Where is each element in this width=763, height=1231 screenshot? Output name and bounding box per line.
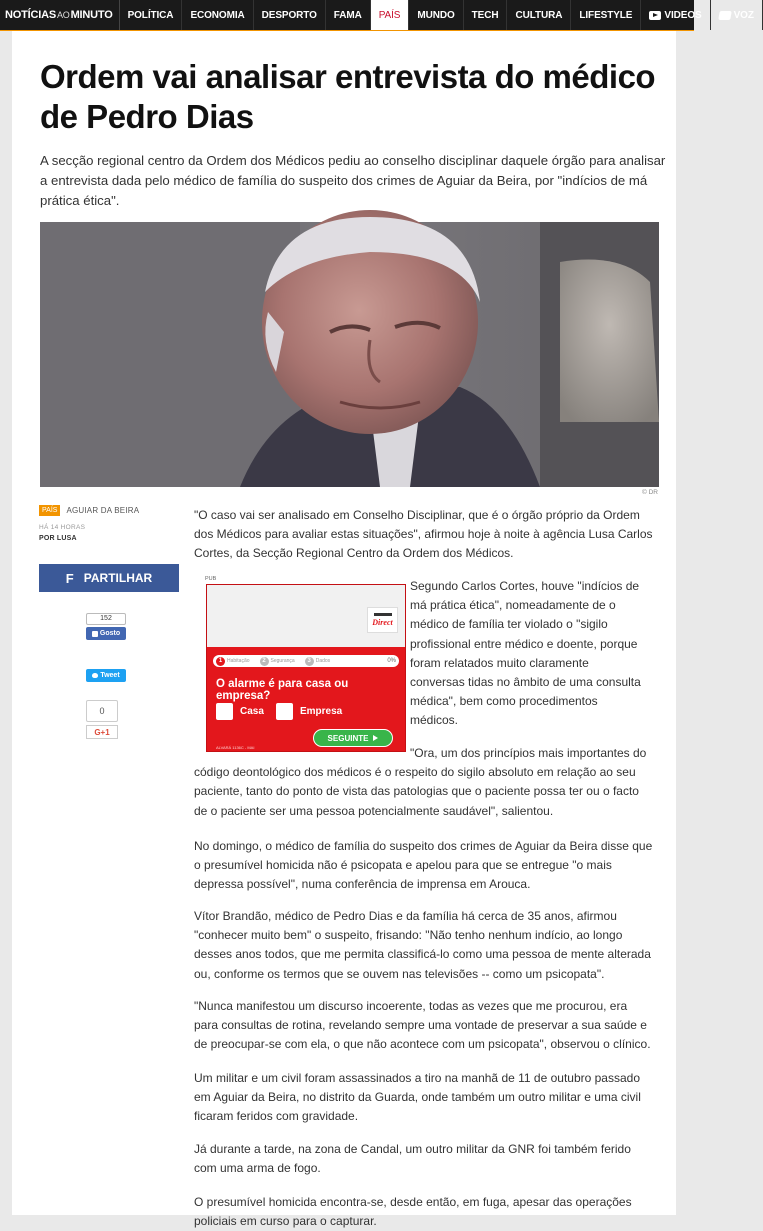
page-gutter [678, 31, 694, 1215]
ad-option-label: Empresa [300, 706, 343, 717]
google-plus-count: 0 [86, 700, 118, 722]
body-paragraph-4: No domingo, o médico de família do suspeito dos crimes de Aguiar da Beira disse que o presumível homicida não é psicopata e apelou para que se entregue "o mais depressa possível", numa conferência de imprensa em Arouca. [194, 839, 653, 892]
thumbs-up-icon [92, 631, 98, 637]
brand-logo-bar [374, 613, 392, 616]
logo-text-ao: AO [56, 10, 70, 20]
ad-step-label: Habitação [227, 658, 250, 664]
ad-footnote: ALVARÁ 1136C - MAI [216, 745, 255, 750]
google-plus-button[interactable]: G+1 [86, 725, 118, 739]
tweet-button[interactable] [86, 669, 126, 682]
article-photo [40, 222, 659, 487]
chat-bubble-icon [718, 11, 732, 20]
facebook-share-button[interactable] [39, 564, 179, 592]
ad-step-3 [305, 657, 330, 666]
like-button-label: Gosto [99, 630, 121, 637]
article-panel [12, 31, 676, 1229]
body-paragraph-2: Segundo Carlos Cortes, houve "indícios de má prática ética", nomeadamente de o médico de família ter violado o "sigilo profissional entre médico e doente, porque foram relatados muito claramente conversas tidas no âmbito de uma consulta médica", bem como procedimentos médicos. [410, 579, 641, 728]
checkbox-icon[interactable] [216, 703, 233, 720]
ad-label: PUB [205, 576, 217, 582]
nav-item-cultura[interactable]: CULTURA [507, 0, 571, 30]
arrow-right-icon [373, 735, 378, 741]
nav-item-tech[interactable]: TECH [464, 0, 508, 30]
ad-progress-percent: 0% [387, 658, 396, 664]
body-paragraph-7: Um militar e um civil foram assassinados a tiro na manhã de 11 de outubro passado em Aguiar da Beira, no distrito da Guarda, onde também um outro militar e uma civil ficaram feridos com gravidade. [194, 1071, 641, 1124]
nav-item-voz[interactable] [711, 0, 763, 30]
nav-item-economia[interactable]: ECONOMIA [182, 0, 253, 30]
facebook-icon: F [65, 570, 74, 586]
logo-text-noticias: NOTÍCIAS [5, 9, 56, 21]
tweet-button-label: Tweet [100, 672, 120, 679]
nav-item-voz-label: VOZ [733, 9, 754, 21]
article-section [39, 505, 139, 516]
ad-next-label: SEGUINTE [327, 733, 369, 743]
ad-option-empresa[interactable] [276, 703, 342, 720]
nav-item-pais[interactable]: PAÍS [371, 0, 410, 30]
advertisement[interactable] [206, 584, 406, 752]
ad-step-label: Dados [315, 658, 331, 664]
ad-step-1 [216, 657, 250, 666]
ad-header [207, 585, 405, 647]
tag-link[interactable]: AGUIAR DA BEIRA [66, 506, 140, 515]
ad-brand-name: Direct [372, 618, 393, 627]
ad-option-label: Casa [240, 706, 264, 717]
article-headline: Ordem vai analisar entrevista do médico de Pedro Dias [40, 58, 656, 135]
article-time: HÁ 14 HORAS [39, 524, 86, 531]
ad-option-casa[interactable] [216, 703, 264, 720]
nav-item-politica[interactable]: POLÍTICA [120, 0, 183, 30]
site-logo[interactable] [0, 0, 120, 30]
checkbox-icon[interactable] [276, 703, 293, 720]
nav-item-mundo[interactable]: MUNDO [409, 0, 463, 30]
nav-item-desporto[interactable]: DESPORTO [254, 0, 326, 30]
ad-step-label: Segurança [270, 658, 295, 664]
ad-progress [213, 655, 399, 667]
body-paragraph-6: "Nunca manifestou um discurso incoerente, todas as vezes que me procurou, era para consultas de rotina, revelando sempre uma vontade de preservar a sua saúde e de preocupar-se com ela, o que não acontece com um psicopata", observou o clínico. [194, 999, 651, 1052]
body-paragraph-8: Já durante a tarde, na zona de Candal, um outro militar da GNR foi também ferido com uma arma de fogo. [194, 1142, 631, 1176]
body-paragraph-1: "O caso vai ser analisado em Conselho Disciplinar, que é o órgão próprio da Ordem dos Médicos para avaliar estas situações", afirmou hoje à noite à agência Lusa Carlos Cortes, da Secção Regional Centro da Ordem dos Médicos. [194, 508, 653, 561]
body-paragraph-5: Vítor Brandão, médico de Pedro Dias e da família há cerca de 35 anos, afirmou "conhecer muito bem" o suspeito, frisando: "Não tenho nenhum indício, ao longo desses anos todos, que me permita classificá-lo como uma pessoa de mente alterada ou, conforme os termos que se ouvem nas televisões -- como um psicopata". [194, 909, 651, 981]
top-navigation [0, 0, 754, 30]
nav-item-lifestyle[interactable]: LIFESTYLE [571, 0, 641, 30]
section-badge[interactable]: PAÍS [39, 505, 60, 516]
ad-brand-logo [367, 607, 398, 633]
body-paragraph-3: "Ora, um dos princípios mais importantes do código deontológico dos médicos é o respeito do sigilo absoluto em relação ao seu paciente, tanto do ponto de vista das patologias que o paciente possa ter ou o facto de o paciente ser uma pessoa potencialmente saudável", salientou. [194, 746, 647, 818]
step-dot-icon: 2 [260, 657, 269, 666]
article-lead: A secção regional centro da Ordem dos Médicos pediu ao conselho disciplinar daquele órgão para analisar a entrevista dada pelo médico de família do suspeito dos crimes de Aguiar da Beira, por "indícios de má prática ética". [40, 153, 666, 208]
article-author: POR LUSA [39, 535, 77, 542]
twitter-bird-icon [92, 673, 98, 678]
nav-item-videos[interactable] [641, 0, 710, 30]
share-button-label: PARTILHAR [83, 571, 153, 585]
nav-item-videos-label: VIDEOS [664, 9, 702, 21]
like-count: 152 [86, 613, 126, 625]
ad-step-2 [260, 657, 295, 666]
play-icon [649, 11, 661, 20]
portrait-photo-illustration [40, 222, 659, 487]
logo-text-minuto: MINUTO [70, 9, 113, 21]
ad-question: O alarme é para casa ou empresa? [216, 678, 349, 702]
photo-credit: © DR [642, 489, 658, 496]
step-dot-icon: 1 [216, 657, 225, 666]
step-dot-icon: 3 [305, 657, 314, 666]
facebook-like-button[interactable] [86, 627, 126, 640]
body-paragraph-9: O presumível homicida encontra-se, desde então, em fuga, apesar das operações policiais em curso para o capturar. [194, 1195, 632, 1229]
nav-item-fama[interactable]: FAMA [326, 0, 371, 30]
